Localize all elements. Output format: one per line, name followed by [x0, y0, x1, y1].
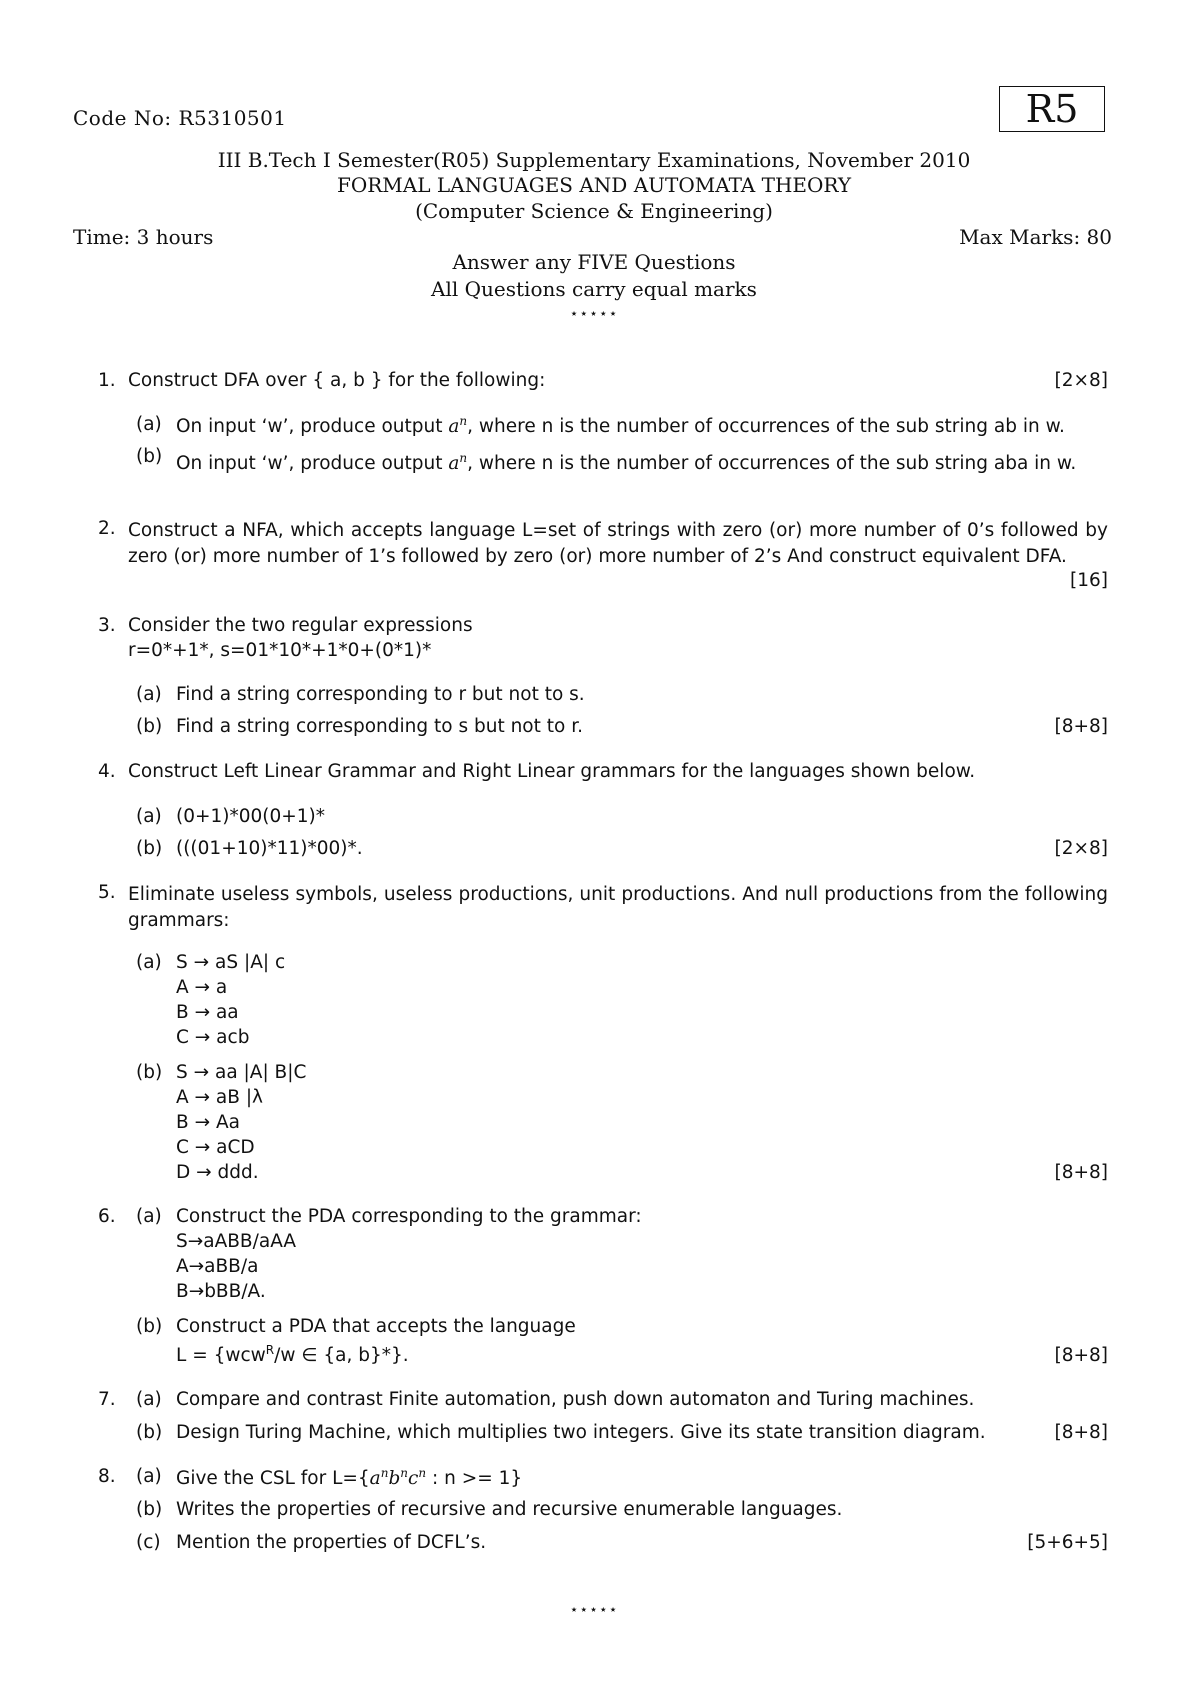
- question-3-number: 3.: [98, 615, 116, 636]
- question-8a-label: (a): [136, 1466, 162, 1487]
- question-4-number: 4.: [98, 761, 116, 782]
- question-1a-label: (a): [136, 414, 162, 435]
- question-5b-label: (b): [136, 1062, 163, 1083]
- question-7-marks: [8+8]: [1054, 1422, 1108, 1443]
- question-4a-label: (a): [136, 806, 162, 827]
- grammar-5b-line: D → ddd.: [176, 1162, 259, 1183]
- question-7b-text: Design Turing Machine, which multiplies two integers. Give its state transition diagram.: [176, 1422, 986, 1443]
- question-6a-label: (a): [136, 1206, 162, 1227]
- question-7b-label: (b): [136, 1422, 163, 1443]
- question-7a-label: (a): [136, 1389, 162, 1410]
- grammar-6a-line: S→aABB/aAA: [176, 1231, 297, 1252]
- question-1-marks: [2×8]: [1054, 370, 1108, 391]
- question-4-text: Construct Left Linear Grammar and Right Linear grammars for the languages shown below.: [128, 761, 976, 782]
- question-4-marks: [2×8]: [1054, 838, 1108, 859]
- question-6b-label: (b): [136, 1316, 163, 1337]
- grammar-5a-line: B → aa: [176, 1002, 239, 1023]
- separator-stars-top: ⋆⋆⋆⋆⋆: [569, 306, 619, 322]
- subject-title: FORMAL LANGUAGES AND AUTOMATA THEORY: [336, 173, 852, 197]
- question-7-number: 7.: [98, 1389, 116, 1410]
- grammar-5b-line: C → aCD: [176, 1137, 255, 1158]
- question-8-number: 8.: [98, 1466, 116, 1487]
- question-8b-text: Writes the properties of recursive and recursive enumerable languages.: [176, 1499, 843, 1520]
- question-5a-label: (a): [136, 952, 162, 973]
- question-8-marks: [5+6+5]: [1027, 1532, 1108, 1553]
- question-8a-text: Give the CSL for $L=\{a^nb^nc^n$ : n >= 1}: [176, 1466, 523, 1490]
- question-2-number: 2.: [98, 518, 116, 539]
- question-8c-label: (c): [136, 1532, 161, 1553]
- question-5-marks: [8+8]: [1054, 1162, 1108, 1183]
- question-6-number: 6.: [98, 1206, 116, 1227]
- question-1-text: Construct DFA over { a, b } for the following:: [128, 370, 546, 391]
- grammar-5b-line: S → aa |A| B|C: [176, 1062, 307, 1083]
- instruction-marks: All Questions carry equal marks: [431, 277, 757, 301]
- question-3b-text: Find a string corresponding to s but not to r.: [176, 716, 583, 737]
- question-8b-label: (b): [136, 1499, 163, 1520]
- grammar-6a-line: A→aBB/a: [176, 1256, 259, 1277]
- question-3a-text: Find a string corresponding to r but not to s.: [176, 684, 585, 705]
- question-1b-label: (b): [136, 446, 163, 467]
- separator-stars-bottom: ⋆⋆⋆⋆⋆: [569, 1602, 619, 1618]
- code-number: Code No: R5310501: [73, 106, 287, 130]
- question-1b-text: On input ‘w’, produce output $a^n$, where n is the number of occurrences of the sub string aba in w.: [176, 451, 1077, 475]
- question-6a-text: Construct the PDA corresponding to the grammar:: [176, 1206, 642, 1227]
- language-6b: L = {wcw$^R$/w ∈ {a, b}*}.: [176, 1343, 409, 1367]
- question-6b-text: Construct a PDA that accepts the language: [176, 1316, 576, 1337]
- question-2-marks: [16]: [1070, 570, 1108, 591]
- question-4b-text: (((01+10)*11)*00)*.: [176, 838, 363, 859]
- grammar-5a-line: S → aS |A| c: [176, 952, 286, 973]
- question-7a-text: Compare and contrast Finite automation, push down automaton and Turing machines.: [176, 1389, 975, 1410]
- question-5-number: 5.: [98, 882, 116, 903]
- question-4b-label: (b): [136, 838, 163, 859]
- grammar-5b-line: B → Aa: [176, 1112, 240, 1133]
- question-3-text: Consider the two regular expressions: [128, 615, 473, 636]
- question-3a-label: (a): [136, 684, 162, 705]
- grammar-6a-line: B→bBB/A.: [176, 1281, 266, 1302]
- question-6-marks: [8+8]: [1054, 1345, 1108, 1366]
- department: (Computer Science & Engineering): [415, 199, 773, 223]
- question-1-number: 1.: [98, 370, 116, 391]
- question-3-marks: [8+8]: [1054, 716, 1108, 737]
- max-marks: Max Marks: 80: [959, 225, 1112, 249]
- question-2-text: Construct a NFA, which accepts language L=set of strings with zero (or) more number of 0’s followed by zero (or) more number of 1’s followed by zero (or) more number of 2’s And construct equivalent DFA.: [128, 520, 1108, 567]
- question-3-expressions: r=0*+1*, s=01*10*+1*0+(0*1)*: [128, 640, 432, 661]
- question-5-text: Eliminate useless symbols, useless productions, unit productions. And null productions from the following grammars:: [128, 884, 1108, 931]
- exam-title: III B.Tech I Semester(R05) Supplementary Examinations, November 2010: [217, 148, 971, 172]
- question-1a-text: On input ‘w’, produce output $a^n$, where n is the number of occurrences of the sub string ab in w.: [176, 414, 1065, 438]
- grammar-5b-line: A → aB |λ: [176, 1087, 264, 1108]
- question-3b-label: (b): [136, 716, 163, 737]
- grammar-5a-line: C → acb: [176, 1027, 250, 1048]
- exam-time: Time: 3 hours: [73, 225, 214, 249]
- grammar-5a-line: A → a: [176, 977, 228, 998]
- question-8c-text: Mention the properties of DCFL’s.: [176, 1532, 487, 1553]
- instruction-answer: Answer any FIVE Questions: [452, 250, 736, 274]
- regulation-badge: R5: [999, 86, 1105, 132]
- question-4a-text: (0+1)*00(0+1)*: [176, 806, 325, 827]
